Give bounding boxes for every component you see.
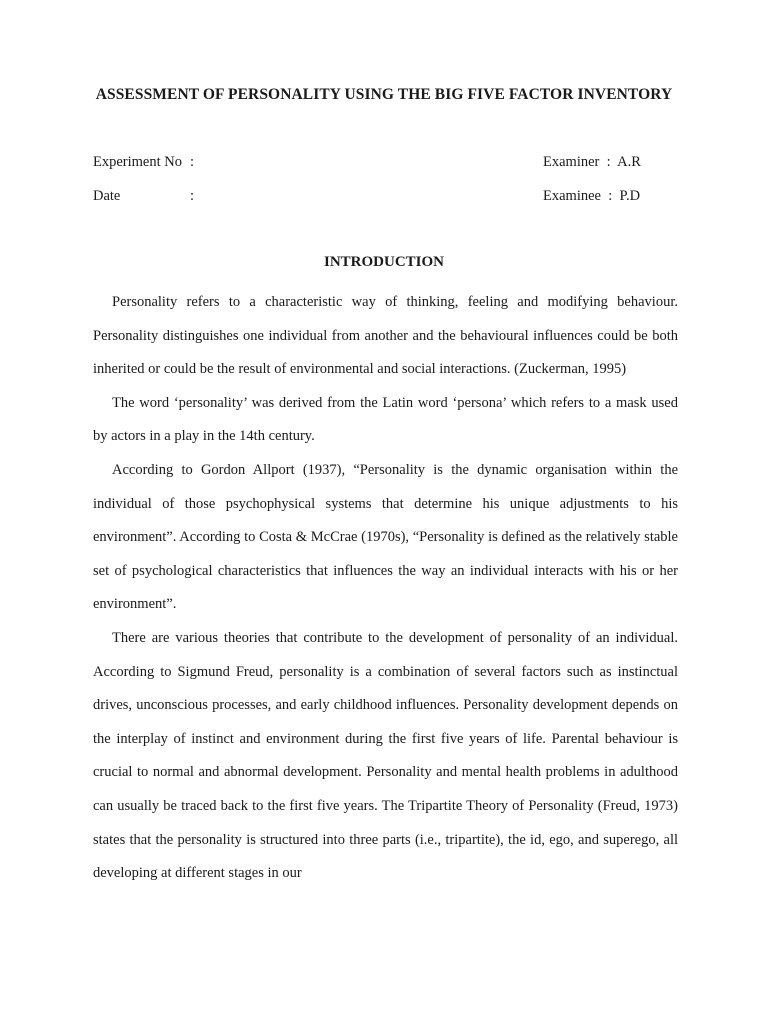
date-row [93,188,673,208]
experiment-row [93,154,673,174]
examiner-field: Examiner : A.R [543,154,641,170]
paragraph: According to Gordon Allport (1937), “Personality is the dynamic organisation within the individual of those psychophysical systems that determine his unique adjustments to his environment”. According to Costa & McCrae (1970s), “Personality is defined as the relatively stable set of psychological characteristics that influences the way an individual interacts with his or her environment”. [93,461,678,613]
date-separator: : [190,188,195,204]
introduction-body [93,286,678,891]
section-heading-introduction: INTRODUCTION [323,254,444,270]
experiment-no-separator: : [190,154,195,170]
paragraph: The word ‘personality’ was derived from the Latin word ‘persona’ which refers to a mask used by actors in a play in the 14th century. [93,394,678,445]
experiment-no-label: Experiment No [93,154,182,170]
document-title: ASSESSMENT OF PERSONALITY USING THE BIG FIVE FACTOR INVENTORY [95,86,673,103]
examinee-field: Examinee : P.D [543,188,641,204]
paragraph: There are various theories that contribute to the development of personality of an individual. According to Sigmund Freud, personality is a combination of several factors such as instinctual drives, unconscious processes, and early childhood influences. Personality development depends on the interplay of instinct and environment during the first five years of life. Parental behaviour is crucial to normal and abnormal development. Personality and mental health problems in adulthood can usually be traced back to the first five years. The Tripartite Theory of Personality (Freud, 1973) states that the personality is structured into three parts (i.e., tripartite), the id, ego, and superego, all developing at different stages in our [93,629,678,882]
paragraph: Personality refers to a characteristic way of thinking, feeling and modifying behaviour. Personality distinguishes one individual from another and the behavioural influences could be both inherited or could be the result of environmental and social interactions. (Zuckerman, 1995) [93,294,678,378]
date-label: Date [93,188,121,204]
